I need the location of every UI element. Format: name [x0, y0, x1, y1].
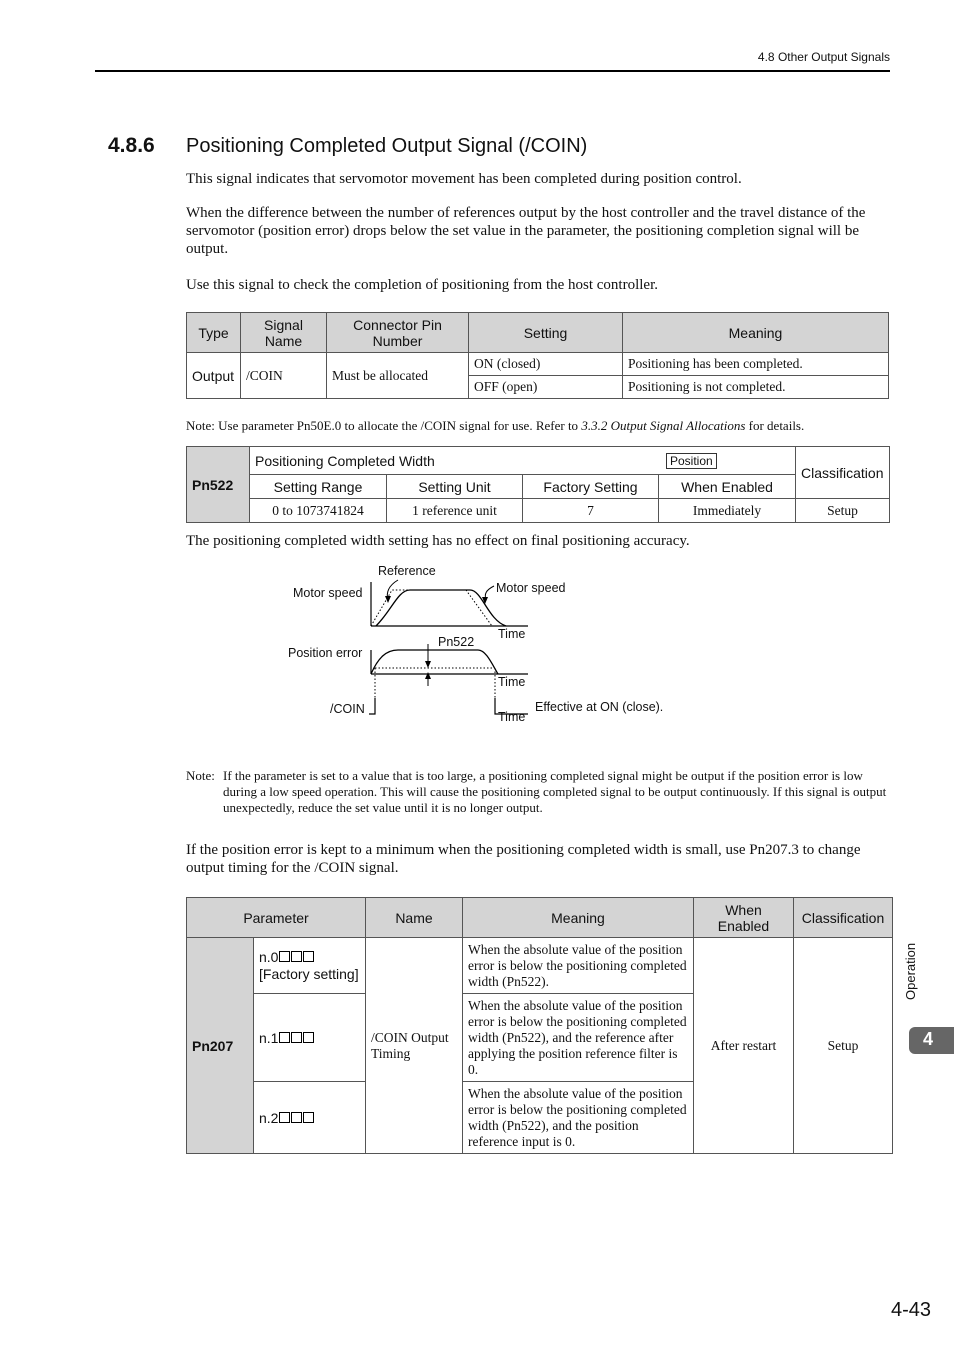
motor-speed-curve	[376, 590, 506, 626]
note-large-value-text: If the parameter is set to a value that is too large, a positioning completed signal might be output if the position error is low during a low speed operation. This will cause the positioning completed signal to be output continuously. If this signal is output unexpectedly, reduce the set value until it is no longer output.	[223, 768, 887, 815]
reference-arrowhead	[385, 596, 391, 603]
pn522-header-range: Setting Range	[250, 475, 387, 499]
pn207-option-1-prefix: n.1	[259, 1029, 279, 1046]
label-motor-speed-right: Motor speed	[496, 581, 566, 595]
coin-signal-left	[369, 698, 375, 714]
pn207-classification: Setup	[794, 938, 893, 1154]
note-allocation-link[interactable]: 3.3.2 Output Signal Allocations	[581, 418, 746, 433]
pn207-header-parameter: Parameter	[187, 898, 366, 938]
pn522-factory: 7	[523, 499, 659, 523]
signal-table-header	[187, 313, 889, 353]
cell-pin: Must be allocated	[327, 353, 469, 399]
pn207-meaning-2: When the absolute value of the position error is below the positioning completed width (Pn522), and the position reference input is 0.	[463, 1082, 694, 1154]
label-reference: Reference	[378, 564, 436, 578]
label-pn522: Pn522	[438, 635, 475, 649]
position-error-curve	[371, 650, 498, 674]
section-title: Positioning Completed Output Signal (/COIN)	[186, 135, 588, 157]
pn522-header-factory: Factory Setting	[523, 475, 659, 499]
pn522-header-enabled: When Enabled	[659, 475, 796, 499]
page-number: 4-43	[890, 1299, 931, 1321]
cell-type: Output	[187, 353, 241, 399]
pn522-classification: Setup	[796, 499, 890, 523]
label-motor-speed-left: Motor speed	[293, 586, 363, 600]
pn207-meaning-0: When the absolute value of the position error is below the positioning completed width (Pn522).	[463, 938, 694, 994]
pn207-when-enabled: After restart	[694, 938, 794, 1154]
header-rule	[95, 70, 890, 72]
header-meaning: Meaning	[623, 313, 889, 353]
timing-diagram	[280, 560, 680, 730]
pn522-table	[186, 446, 890, 523]
paragraph-timing: If the position error is kept to a minimum when the positioning completed width is small, use Pn207.3 to change output timing for the /COIN signal.	[186, 842, 861, 876]
label-time-3: Time	[498, 710, 526, 724]
pn207-option-1	[254, 994, 366, 1082]
cell-setting-off: OFF (open)	[469, 376, 623, 399]
chapter-tab[interactable]	[909, 1027, 954, 1054]
pn522-header-unit: Setting Unit	[387, 475, 523, 499]
label-coin: /COIN	[330, 702, 365, 716]
header-signal-name: Signal Name	[241, 313, 327, 353]
cell-meaning-on: Positioning has been completed.	[623, 353, 889, 376]
pn207-name: /COIN Output Timing	[366, 938, 463, 1154]
pn522-classification-label: Classification	[796, 447, 890, 499]
pn207-meaning-1: When the absolute value of the position error is below the positioning completed width (Pn522), and the reference after applying the position reference filter is 0.	[463, 994, 694, 1082]
header-type: Type	[187, 313, 241, 353]
sidebar-chapter-label: Operation	[903, 942, 918, 1000]
note-large-value-prefix: Note:	[186, 768, 215, 783]
pn522-name-cell	[250, 447, 796, 475]
pn207-option-0-prefix: n.0	[259, 948, 279, 965]
pn207-option-2-prefix: n.2	[259, 1109, 279, 1126]
pn207-option-0-factory: [Factory setting]	[259, 965, 359, 982]
paragraph-usage: Use this signal to check the completion of positioning from the host controller.	[186, 277, 659, 293]
paragraph-intro: This signal indicates that servomotor movement has been completed during position control.	[186, 171, 742, 187]
pn207-header-enabled: When Enabled	[694, 898, 794, 938]
pn522-name: Positioning Completed Width	[255, 452, 435, 469]
running-header: 4.8 Other Output Signals	[757, 50, 890, 64]
pn522-arrowhead-up	[425, 672, 431, 679]
position-tag: Position	[666, 453, 717, 469]
note-large-value	[186, 768, 890, 816]
paragraph-difference: When the difference between the number of references output by the host controller and the travel distance of the servomotor (position error) drops below the set value in the parameter, the positioning completion signal will be output.	[186, 205, 866, 257]
pn522-param: Pn522	[187, 447, 250, 523]
note-allocation-suffix: for details.	[745, 418, 805, 433]
pn207-header-meaning: Meaning	[463, 898, 694, 938]
pn522-range: 0 to 1073741824	[250, 499, 387, 523]
cell-meaning-off: Positioning is not completed.	[623, 376, 889, 399]
table-row	[187, 353, 889, 376]
pn522-unit: 1 reference unit	[387, 499, 523, 523]
pn207-table	[186, 897, 893, 1154]
pn207-param: Pn207	[187, 938, 254, 1154]
pn207-header-name: Name	[366, 898, 463, 938]
reference-curve	[371, 590, 492, 626]
note-allocation	[186, 418, 890, 434]
pn522-enabled: Immediately	[659, 499, 796, 523]
paragraph-accuracy: The positioning completed width setting has no effect on final positioning accuracy.	[186, 533, 690, 549]
pn207-option-2	[254, 1082, 366, 1154]
section-number: 4.8.6	[108, 134, 155, 157]
label-time-2: Time	[498, 675, 526, 689]
header-setting: Setting	[469, 313, 623, 353]
pn522-arrowhead-down	[425, 661, 431, 668]
signal-table	[186, 312, 889, 399]
table-row	[187, 938, 893, 994]
header-pin-number: Connector Pin Number	[327, 313, 469, 353]
label-position-error: Position error	[288, 646, 363, 660]
chapter-number: 4	[923, 1029, 934, 1049]
cell-signal: /COIN	[241, 353, 327, 399]
note-allocation-text: Note: Use parameter Pn50E.0 to allocate the /COIN signal for use. Refer to	[186, 418, 582, 433]
label-effective: Effective at ON (close).	[535, 700, 664, 714]
pn207-option-0	[254, 938, 366, 994]
cell-setting-on: ON (closed)	[469, 353, 623, 376]
label-time-1: Time	[498, 627, 526, 641]
pn207-header-classification: Classification	[794, 898, 893, 938]
